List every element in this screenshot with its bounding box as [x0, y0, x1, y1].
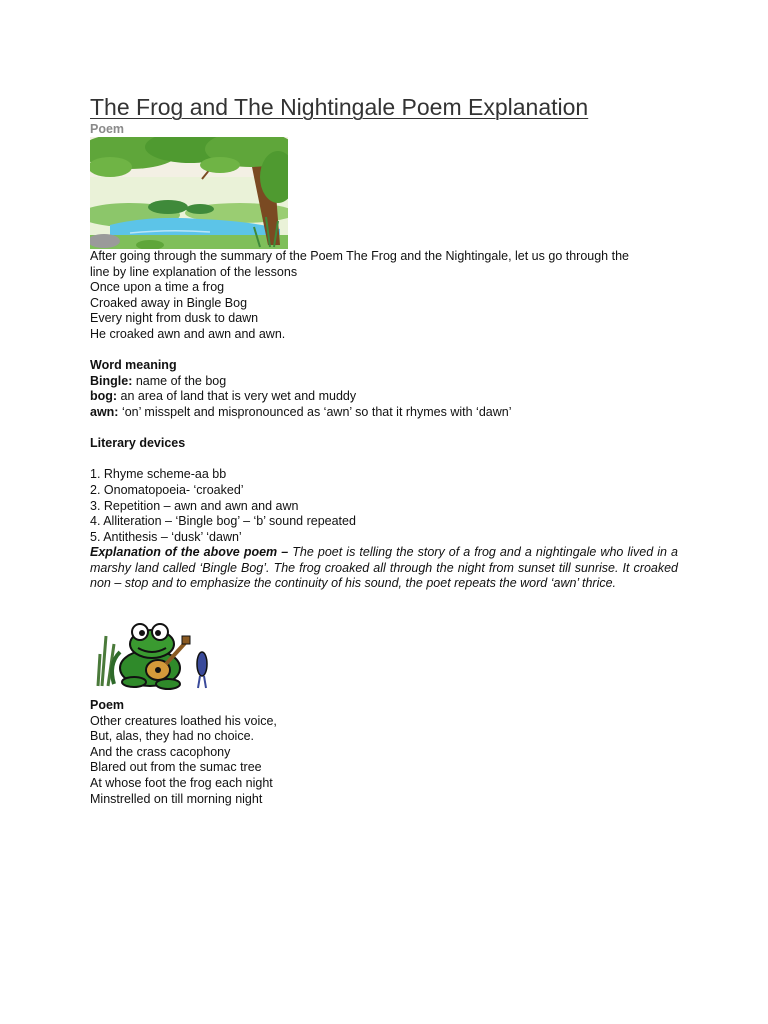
term: bog:	[90, 389, 118, 404]
explanation-text: The poet is telling the story of a frog and a nightingale who lived in a marshy land called ‘Bingle Bog’. The frog croaked all through the night from sunset till sunrise. It croaked non – stop and to emphasize the continuity of his sound, the poet repeats the word ‘awn’ thrice.	[90, 545, 678, 591]
explanation-label: Explanation of the above poem –	[90, 545, 293, 560]
explanation-paragraph	[90, 545, 678, 592]
meaning: name of the bog	[132, 373, 227, 388]
pond-illustration	[90, 137, 288, 249]
document-page	[90, 92, 678, 807]
intro-line-2: line by line explanation of the lessons	[90, 264, 298, 279]
literary-device-item: 1. Rhyme scheme-aa bb	[90, 467, 227, 482]
poem-line: And the crass cacophony	[90, 744, 231, 759]
page-title: The Frog and The Nightingale Poem Explanation	[90, 94, 589, 120]
frog-guitar-illustration	[94, 614, 214, 690]
literary-device-item: 4. Alliteration – ‘Bingle bog’ – ‘b’ sound repeated	[90, 514, 356, 529]
poem-line: Every night from dusk to dawn	[90, 311, 259, 326]
term: awn:	[90, 404, 119, 419]
term: Bingle:	[90, 373, 133, 388]
meaning: ‘on’ misspelt and mispronounced as ‘awn’ so that it rhymes with ‘dawn’	[118, 404, 512, 419]
poem-line: Blared out from the sumac tree	[90, 760, 262, 775]
poem-line: Minstrelled on till morning night	[90, 791, 263, 806]
literary-device-item: 5. Antithesis – ‘dusk’ ‘dawn’	[90, 529, 242, 544]
poem-line: Croaked away in Bingle Bog	[90, 295, 248, 310]
meaning: an area of land that is very wet and muddy	[117, 389, 357, 404]
poem-line: Other creatures loathed his voice,	[90, 713, 277, 728]
literary-device-item: 3. Repetition – awn and awn and awn	[90, 498, 299, 513]
literary-devices-heading: Literary devices	[90, 436, 186, 451]
poem-line: Once upon a time a frog	[90, 280, 225, 295]
literary-device-item: 2. Onomatopoeia- ‘croaked’	[90, 482, 244, 497]
word-meaning-item	[90, 405, 678, 421]
poem-line: At whose foot the frog each night	[90, 776, 273, 791]
intro-line-1: After going through the summary of the Poem The Frog and the Nightingale, let us go through the	[90, 249, 629, 263]
word-meaning-item	[90, 374, 678, 390]
word-meaning-item	[90, 389, 678, 405]
word-meaning-heading: Word meaning	[90, 358, 177, 373]
section-label-poem: Poem	[90, 122, 125, 136]
poem-line: He croaked awn and awn and awn.	[90, 326, 286, 341]
section-label-poem-2: Poem	[90, 698, 125, 713]
poem-line: But, alas, they had no choice.	[90, 729, 254, 744]
